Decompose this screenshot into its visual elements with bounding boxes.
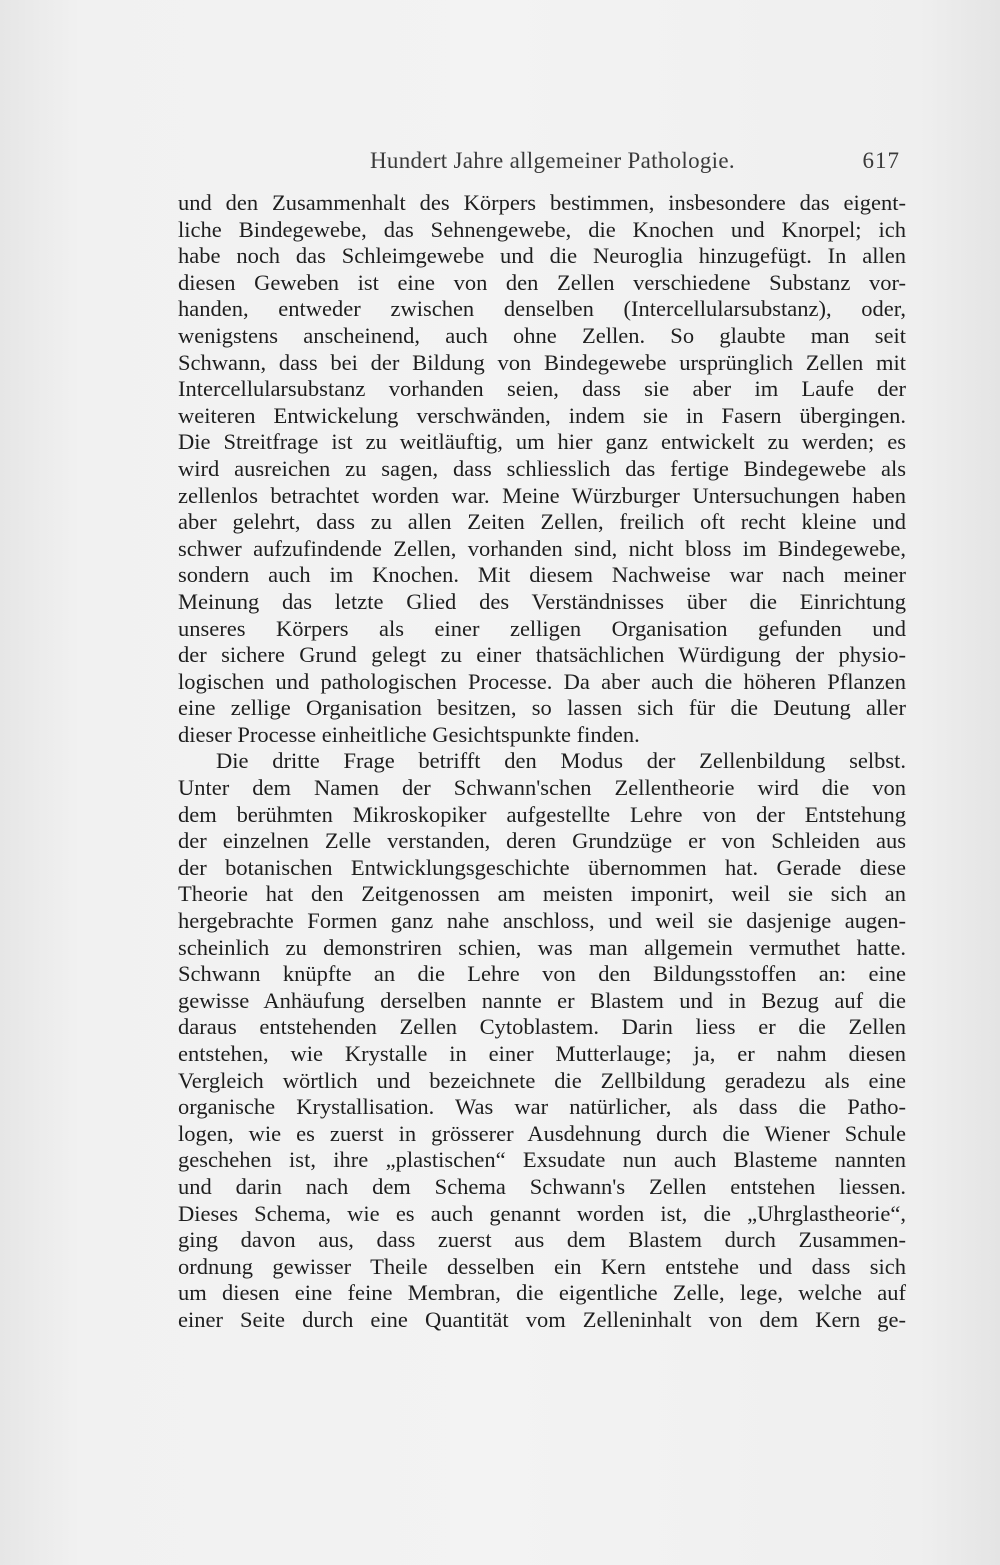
text-line: logen, wie es zuerst in grösserer Ausdehnung durch die Wiener Schule <box>178 1120 906 1146</box>
text-line: gewisse Anhäufung derselben nannte er Blastem und in Bezug auf die <box>178 987 906 1013</box>
text-line: wenigstens anscheinend, auch ohne Zellen. So glaubte man seit <box>178 322 906 348</box>
text-line: einer Seite durch eine Quantität vom Zelleninhalt von dem Kern ge- <box>178 1306 906 1332</box>
text-line: dem berühmten Mikroskopiker aufgestellte Lehre von der Entstehung <box>178 801 906 827</box>
text-line: geschehen ist, ihre „plastischen“ Exsudate nun auch Blasteme nannten <box>178 1147 906 1173</box>
text-line: Meinung das letzte Glied des Verständnisses über die Einrichtung <box>178 588 906 614</box>
text-line: Unter dem Namen der Schwann'schen Zellentheorie wird die von <box>178 775 906 801</box>
text-line: Die Streitfrage ist zu weitläuftig, um hier ganz entwickelt zu werden; es <box>178 429 906 455</box>
text-line: ging davon aus, dass zuerst aus dem Blastem durch Zusammen- <box>178 1227 906 1253</box>
text-line: diesen Geweben ist eine von den Zellen verschiedene Substanz vor- <box>178 269 906 295</box>
text-line: organische Krystallisation. Was war natürlicher, als dass die Patho- <box>178 1094 906 1120</box>
text-line: um diesen eine feine Membran, die eigentliche Zelle, lege, welche auf <box>178 1280 906 1306</box>
body-text <box>178 190 906 1334</box>
running-title: Hundert Jahre allgemeiner Pathologie. <box>370 148 735 173</box>
text-line: scheinlich zu demonstriren schien, was man allgemein vermuthet hatte. <box>178 934 906 960</box>
text-line: aber gelehrt, dass zu allen Zeiten Zellen, freilich oft recht kleine und <box>178 509 906 535</box>
text-line: Vergleich wörtlich und bezeichnete die Zellbildung geradezu als eine <box>178 1067 906 1093</box>
text-line: wird ausreichen zu sagen, dass schliesslich das fertige Bindegewebe als <box>178 455 906 481</box>
text-line: eine zellige Organisation besitzen, so lassen sich für die Deutung aller <box>178 695 906 721</box>
text-line: Intercellularsubstanz vorhanden seien, dass sie aber im Laufe der <box>178 376 906 402</box>
text-line: der botanischen Entwicklungsgeschichte übernommen hat. Gerade diese <box>178 854 906 880</box>
text-line: entstehen, wie Krystalle in einer Mutterlauge; ja, er nahm diesen <box>178 1041 906 1066</box>
text-line: unseres Körpers als einer zelligen Organisation gefunden und <box>178 615 906 641</box>
text-line: sondern auch im Knochen. Mit diesem Nachweise war nach meiner <box>178 562 906 588</box>
text-line: der einzelnen Zelle verstanden, deren Grundzüge er von Schleiden aus <box>178 828 906 854</box>
text-line: Schwann knüpfte an die Lehre von den Bildungsstoffen an: eine <box>178 961 906 987</box>
text-line: habe noch das Schleimgewebe und die Neuroglia hinzugefügt. In allen <box>178 243 906 269</box>
text-line: liche Bindegewebe, das Sehnengewebe, die Knochen und Knorpel; ich <box>178 216 906 242</box>
text-line: Dieses Schema, wie es auch genannt worden ist, die „Uhrglastheorie“, <box>178 1200 906 1226</box>
text-line: ordnung gewisser Theile desselben ein Kern entstehe und dass sich <box>178 1253 906 1279</box>
text-line: daraus entstehenden Zellen Cytoblastem. Darin liess er die Zellen <box>178 1014 906 1040</box>
text-line: Theorie hat den Zeitgenossen am meisten imponirt, weil sie sich an <box>178 881 906 907</box>
text-line: hergebrachte Formen ganz nahe anschloss, und weil sie dasjenige augen- <box>178 908 906 934</box>
text-line: handen, entweder zwischen denselben (Intercellularsubstanz), oder, <box>178 296 906 322</box>
text-line: und den Zusammenhalt des Körpers bestimmen, insbesondere das eigent- <box>178 190 906 215</box>
text-line: der sichere Grund gelegt zu einer thatsächlichen Würdigung der physio- <box>178 642 906 668</box>
running-head <box>178 148 906 178</box>
text-line: Die dritte Frage betrifft den Modus der Zellenbildung selbst. <box>216 748 906 774</box>
text-line: logischen und pathologischen Processe. Da aber auch die höheren Pflanzen <box>178 668 906 694</box>
text-line: dieser Processe einheitliche Gesichtspunkte finden. <box>178 721 640 747</box>
text-line: Schwann, dass bei der Bildung von Bindegewebe ursprünglich Zellen mit <box>178 349 906 375</box>
text-line: zellenlos betrachtet worden war. Meine Würzburger Untersuchungen haben <box>178 482 906 508</box>
text-line: und darin nach dem Schema Schwann's Zellen entstehen liessen. <box>178 1173 906 1199</box>
text-line: weiteren Entwickelung verschwänden, indem sie in Fasern übergingen. <box>178 402 906 428</box>
text-line: schwer aufzufindende Zellen, vorhanden sind, nicht bloss im Bindegewebe, <box>178 535 906 561</box>
page-number: 617 <box>862 148 900 173</box>
